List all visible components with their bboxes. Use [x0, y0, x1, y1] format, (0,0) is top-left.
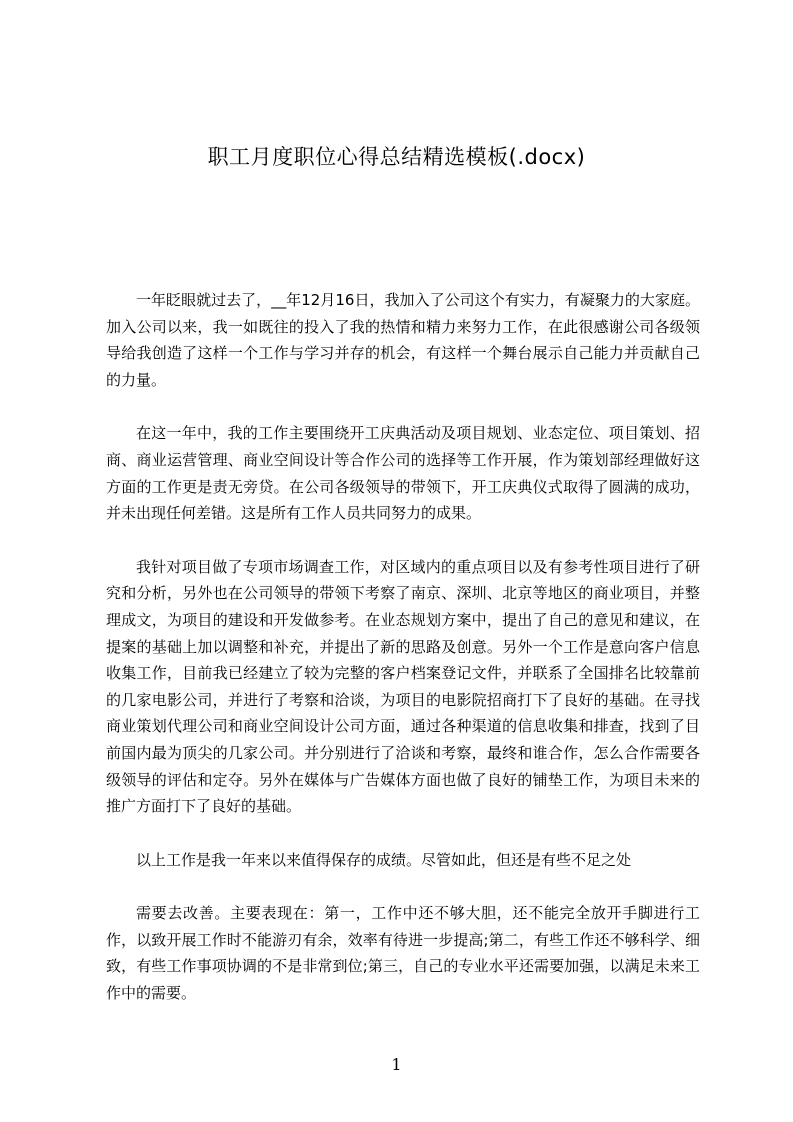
- paragraph-year-work: 在这一年中，我的工作主要围绕开工庆典活动及项目规划、业态定位、项目策划、招商、商业运营管理、商业空间设计等合作公司的选择等工作开展，作为策划部经理做好这方面的工作更是责无旁贷。在公司各级领导的带领下，开工庆典仪式取得了圆满的成功，并未出现任何差错。这是所有工作人员共同努力的成果。: [106, 424, 700, 523]
- paragraph-achievements: 以上工作是我一年来以来值得保存的成绩。尽管如此，但还是有些不足之处: [136, 850, 632, 869]
- document-body: [106, 287, 700, 1034]
- page-number: 1: [391, 1055, 402, 1074]
- paragraph-improvements: 需要去改善。主要表现在：第一，工作中还不够大胆，还不能完全放开手脚进行工作，以致开展工作时不能游刃有余，效率有待进一步提高;第二，有些工作还不够科学、细致，有些工作事项协调的不是非常到位;第三，自己的专业水平还需要加强，以满足未来工作中的需要。: [106, 904, 700, 1003]
- document-title: 职工月度职位心得总结精选模板(.docx): [207, 145, 586, 169]
- paragraph-market-research: 我针对项目做了专项市场调查工作，对区域内的重点项目以及有参考性项目进行了研究和分析，另外也在公司领导的带领下考察了南京、深圳、北京等地区的商业项目，并整理成文，为项目的建设和开发做参考。在业态规划方案中，提出了自己的意见和建议，在提案的基础上加以调整和补充，并提出了新的思路及创意。另外一个工作是意向客户信息收集工作，目前我已经建立了较为完整的客户档案登记文件，并联系了全国排名比较靠前的几家电影公司，并进行了考察和洽谈，为项目的电影院招商打下了良好的基础。在寻找商业策划代理公司和商业空间设计公司方面，通过各种渠道的信息收集和排查，找到了目前国内最为顶尖的几家公司。并分别进行了洽谈和考察，最终和谁合作，怎么合作需要各级领导的评估和定夺。另外在媒体与广告媒体方面也做了良好的铺垫工作，为项目未来的推广方面打下了良好的基础。: [106, 557, 700, 816]
- paragraph-intro: 一年眨眼就过去了，__年12月16日，我加入了公司这个有实力，有凝聚力的大家庭。加入公司以来，我一如既往的投入了我的热情和精力来努力工作，在此很感谢公司各级领导给我创造了这样一个工作与学习并存的机会，有这样一个舞台展示自己能力并贡献自己的力量。: [106, 291, 700, 389]
